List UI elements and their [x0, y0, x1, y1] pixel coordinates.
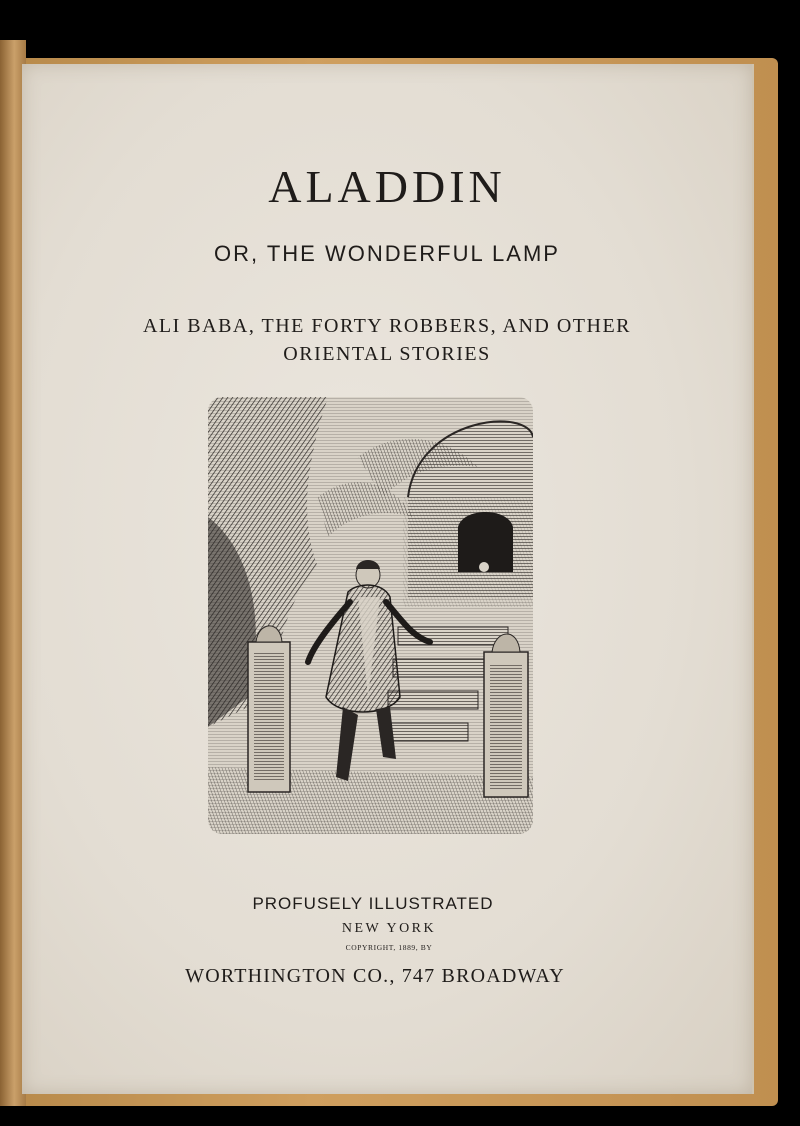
title-page [22, 64, 754, 1094]
other-stories-line-2: ORIENTAL STORIES [283, 343, 491, 365]
copyright-line: COPYRIGHT, 1889, BY [345, 943, 433, 952]
publication-city: NEW YORK [341, 921, 437, 936]
other-stories-line-1: ALI BABA, THE FORTY ROBBERS, AND OTHER [142, 315, 632, 337]
publisher-imprint: WORTHINGTON CO., 747 BROADWAY [185, 965, 565, 987]
profusely-illustrated-note: PROFUSELY ILLUSTRATED [252, 894, 494, 913]
frontispiece-engraving [208, 397, 533, 834]
book-title: ALADDIN [268, 161, 506, 212]
book-subtitle: OR, THE WONDERFUL LAMP [214, 241, 560, 266]
